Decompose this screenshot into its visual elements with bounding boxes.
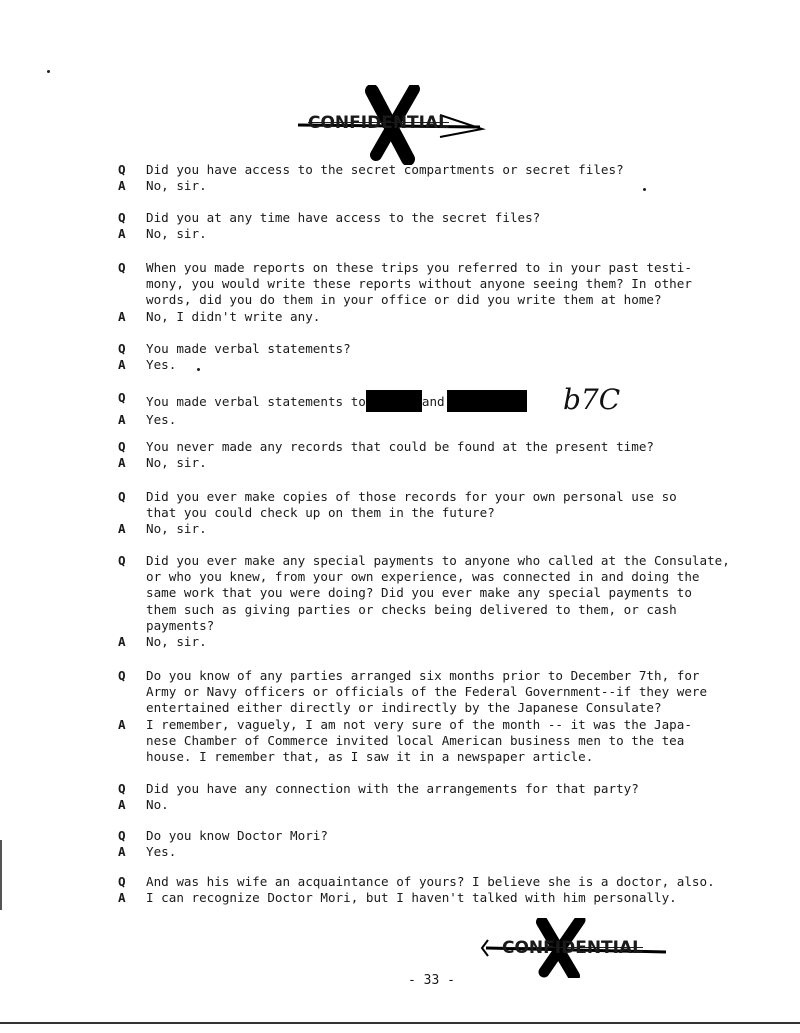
answer-text: Yes.	[146, 412, 177, 427]
question-text: When you made reports on these trips you referred to in your past testi- mony, you would write these reports without anyone seeing them? In other words, did you do them in your office or did you write them at home?	[146, 260, 692, 308]
stamp-text-top: CONFIDENTIAL	[308, 113, 449, 133]
qa-item: Q Do you know of any parties arranged six months prior to December 7th, for Army or Navy officers or officials of the Federal Government--if they were entertained either directly or indirectly by the Japanese Consulate? A I remember, vaguely, I am not very sure of the month -- it was the Japa- nese Chamber of Commerce invited local American business men to the tea house. I remember that, as I saw it in a newspaper article.	[118, 668, 768, 765]
question-text: And was his wife an acquaintance of yours? I believe she is a doctor, also.	[146, 874, 715, 889]
question-text: Do you know of any parties arranged six months prior to December 7th, for Army or Navy officers or officials of the Federal Government--if they were entertained either directly or indirectly by the Japanese Consulate?	[146, 668, 708, 716]
qa-item: Q Did you at any time have access to the secret files? A No, sir.	[118, 210, 768, 242]
answer-text: No.	[146, 797, 169, 813]
question-text: Did you at any time have access to the secret files?	[146, 210, 541, 225]
qa-item: Q Did you ever make any special payments to anyone who called at the Consulate, or who you knew, from your own experience, was connected in and doing the same work that you were doing? Did you ever make any special payments to them such as giving parties or checks being delivered to them, or cash payments? A No, sir.	[118, 553, 768, 650]
answer-text: No, sir.	[146, 634, 207, 650]
qa-item: Q When you made reports on these trips you referred to in your past testi- mony, you would write these reports without anyone seeing them? In other words, did you do them in your office or did you write them at home? A No, I didn't write any.	[118, 260, 768, 325]
answer-text: Yes.	[146, 844, 177, 860]
qa-item: Q Do you know Doctor Mori? A Yes.	[118, 828, 768, 860]
question-text: You never made any records that could be found at the present time?	[146, 439, 654, 454]
question-text: Did you have any connection with the arrangements for that party?	[146, 781, 639, 796]
answer-text: No, sir.	[146, 178, 207, 194]
answer-text: No, sir.	[146, 521, 207, 537]
qa-item: Q Did you have any connection with the arrangements for that party? A No.	[118, 781, 768, 813]
scan-edge-bottom	[0, 1022, 800, 1024]
question-text: You made verbal statements?	[146, 341, 351, 356]
page-number: - 33 -	[408, 973, 455, 988]
question-text: Did you ever make any special payments to anyone who called at the Consulate, or who you knew, from your own experience, was connected in and doing the same work that you were doing? Did you ever make any special payments to them such as giving parties or checks being delivered to them, or cash payments?	[146, 553, 730, 633]
answer-text: I remember, vaguely, I am not very sure of the month -- it was the Japa- nese Chamber of Commerce invited local American business men to the tea house. I remember that, as I saw it in a newspaper article.	[146, 716, 692, 765]
scan-speck	[47, 70, 50, 73]
scan-edge-left	[0, 840, 2, 910]
scan-speck	[643, 188, 646, 191]
qa-item: Q You never made any records that could be found at the present time? A No, sir.	[118, 439, 768, 471]
qa-item: Q Did you have access to the secret compartments or secret files? A No, sir.	[118, 162, 768, 194]
qa-item: Q Did you ever make copies of those records for your own personal use so that you could check up on them in the future? A No, sir.	[118, 489, 768, 538]
answer-text: No, I didn't write any.	[146, 308, 321, 324]
question-text: Do you know Doctor Mori?	[146, 828, 328, 843]
answer-text: Yes.	[146, 357, 177, 373]
confidential-stamp-top	[290, 85, 490, 165]
confidential-stamp-bottom	[480, 918, 670, 978]
stamp-text-bottom: CONFIDENTIAL	[502, 938, 643, 958]
question-text: and	[421, 394, 445, 409]
redaction-block	[447, 390, 527, 412]
qa-item: Q You made verbal statements? A Yes.	[118, 341, 768, 373]
answer-text: I can recognize Doctor Mori, but I haven't talked with him personally.	[146, 890, 677, 906]
qa-item-redacted: Q You made verbal statements to and A Yes.	[118, 390, 768, 428]
answer-text: No, sir.	[146, 226, 207, 242]
question-text: You made verbal statements to	[146, 394, 366, 409]
handwritten-exemption-note: b7C	[563, 383, 621, 416]
qa-item: Q And was his wife an acquaintance of yours? I believe she is a doctor, also. A I can recognize Doctor Mori, but I haven't talked with him personally.	[118, 874, 768, 906]
scan-speck	[197, 368, 200, 371]
answer-text: No, sir.	[146, 455, 207, 471]
question-text: Did you ever make copies of those records for your own personal use so that you could check up on them in the future?	[146, 489, 677, 521]
question-text: Did you have access to the secret compartments or secret files?	[146, 162, 624, 177]
redaction-block	[366, 390, 422, 412]
